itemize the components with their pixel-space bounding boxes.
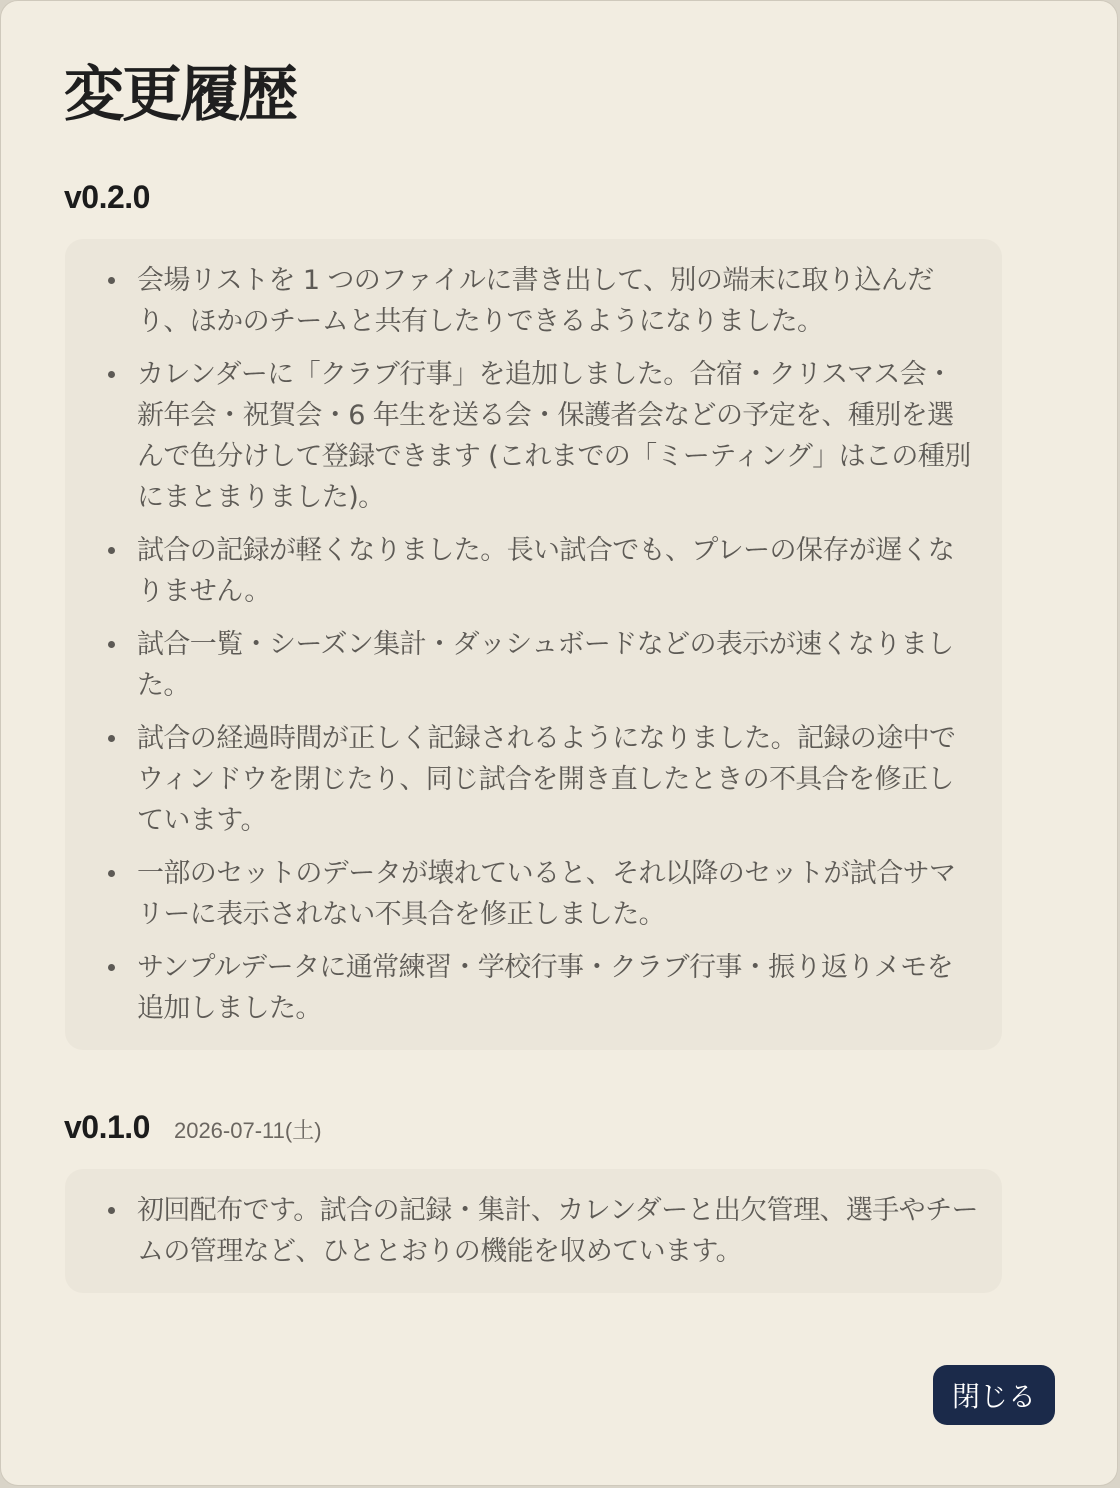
version-date: 2026-07-11(土) [173, 1118, 322, 1143]
note-text: 試合一覧・シーズン集計・ダッシュボードなどの表示が速くなりました。 [137, 629, 954, 701]
note-text: 一部のセットのデータが壊れていると、それ以降のセットが試合サマリーに表示されない不具合を修正しました。 [137, 858, 956, 930]
version-label: v0.1.0 [64, 1109, 150, 1145]
list-item [65, 853, 1002, 935]
list-item [65, 624, 1002, 706]
bullet-icon [108, 870, 115, 877]
bullet-icon [108, 964, 115, 971]
note-text: 試合の経過時間が正しく記録されるようになりました。記録の途中でウィンドウを閉じたり、同じ試合を開き直したときの不具合を修正しています。 [137, 723, 956, 836]
version-header [64, 1109, 322, 1149]
list-item [65, 530, 1002, 612]
close-button[interactable]: 閉じる [933, 1365, 1055, 1425]
bullet-icon [108, 1207, 115, 1214]
dialog-title: 変更履歴 [64, 60, 296, 130]
note-text: 会場リストを 1 つのファイルに書き出して、別の端末に取り込んだり、ほかのチームと共有したりできるようになりました。 [137, 265, 934, 337]
note-text: サンプルデータに通常練習・学校行事・クラブ行事・振り返りメモを追加しました。 [137, 952, 953, 1024]
version-notes-panel [65, 239, 1002, 1050]
list-item [65, 947, 1002, 1029]
version-header [64, 179, 150, 219]
list-item [65, 718, 1002, 841]
notes-list [65, 260, 1002, 1029]
list-item [65, 260, 1002, 342]
note-text: カレンダーに「クラブ行事」を追加しました。合宿・クリスマス会・新年会・祝賀会・6 年生を送る会・保護者会などの予定を、種別を選んで色分けして登録できます (これまでの「ミーティング」はこの種別にまとまりました)。 [137, 359, 971, 513]
bullet-icon [108, 641, 115, 648]
bullet-icon [108, 735, 115, 742]
version-label: v0.2.0 [64, 179, 150, 215]
list-item [65, 1190, 1002, 1272]
bullet-icon [108, 547, 115, 554]
note-text: 初回配布です。試合の記録・集計、カレンダーと出欠管理、選手やチームの管理など、ひととおりの機能を収めています。 [137, 1195, 978, 1267]
bullet-icon [108, 277, 115, 284]
list-item [65, 354, 1002, 518]
note-text: 試合の記録が軽くなりました。長い試合でも、プレーの保存が遅くなりません。 [137, 535, 955, 607]
version-notes-panel [65, 1169, 1002, 1293]
bullet-icon [108, 371, 115, 378]
notes-list [65, 1190, 1002, 1272]
